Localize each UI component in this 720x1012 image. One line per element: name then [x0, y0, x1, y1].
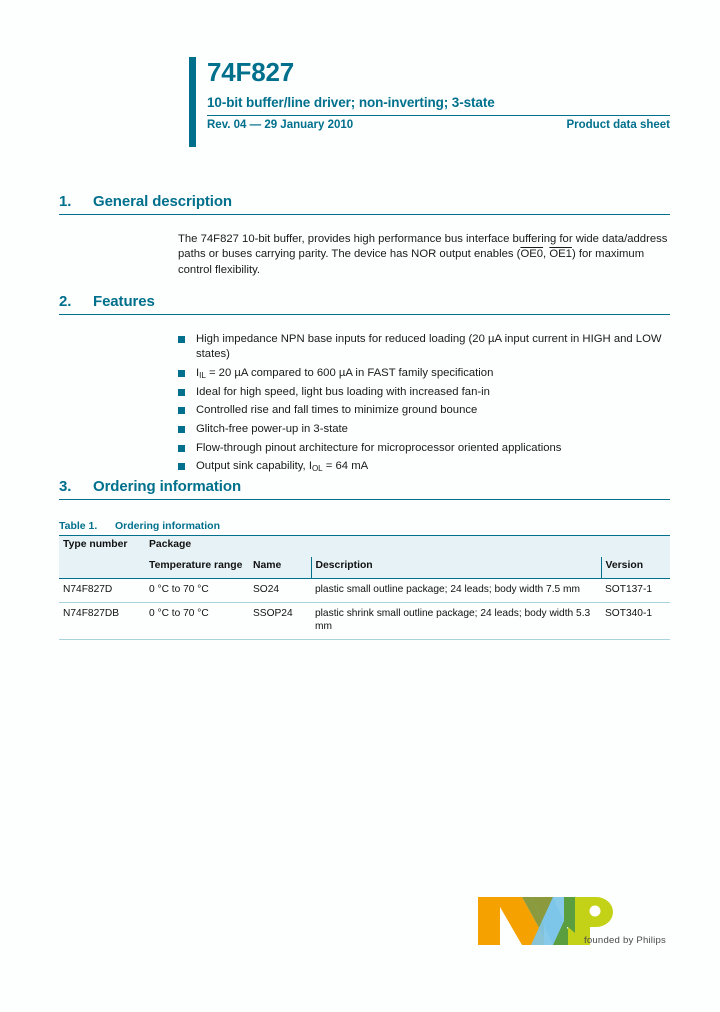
section-heading: [59, 193, 670, 210]
section-divider: [59, 499, 670, 500]
document-type-label: Product data sheet: [566, 119, 670, 131]
table-body: [59, 579, 670, 640]
document-header: [189, 57, 670, 131]
square-bullet-icon: [178, 407, 185, 414]
square-bullet-icon: [178, 426, 185, 433]
square-bullet-icon: [178, 389, 185, 396]
header-meta: [207, 119, 670, 131]
feature-text: Glitch-free power-up in 3-state: [196, 423, 348, 436]
list-item: [178, 422, 670, 437]
feature-text: Flow-through pinout architecture for microprocessor oriented applications: [196, 441, 562, 454]
paragraph-text-part-1: The 74F827 10-bit buffer, provides high performance bus interface buffering for wide data/address paths or buses carrying parity. The device has NOR output enables (: [178, 233, 668, 261]
square-bullet-icon: [178, 336, 185, 343]
feature-text: High impedance NPN base inputs for reduced loading (20 µA input current in HIGH and LOW states): [196, 333, 662, 361]
header-divider: [207, 115, 670, 116]
column-header-temperature-range: Temperature range: [145, 557, 249, 579]
feature-subscript: OL: [311, 464, 323, 474]
nxp-logo: [478, 893, 673, 961]
list-item: [178, 441, 670, 456]
square-bullet-icon: [178, 370, 185, 377]
feature-text-post: = 20 µA compared to 600 µA in FAST family specification: [205, 366, 494, 379]
column-header-spacer: [59, 557, 145, 579]
section-heading: [59, 293, 670, 310]
feature-text-pre: I: [196, 366, 200, 379]
list-item: [178, 403, 670, 418]
column-header-type-number: Type number: [59, 536, 145, 558]
ordering-information-table: [59, 535, 670, 640]
table-head: [59, 536, 670, 579]
table-header-row-1: [59, 536, 670, 558]
page-title: 74F827: [207, 57, 294, 87]
cell-name: SO24: [249, 579, 311, 603]
cell-type-number: N74F827DB: [59, 602, 145, 639]
feature-subscript: IL: [199, 370, 206, 380]
section-number: 3.: [59, 478, 72, 495]
cell-description: plastic small outline package; 24 leads; body width 7.5 mm: [311, 579, 601, 603]
signal-oe1: OE1: [549, 248, 572, 261]
table-row: [59, 602, 670, 639]
list-item: [178, 385, 670, 400]
list-item: [178, 332, 670, 362]
square-bullet-icon: [178, 445, 185, 452]
section-features: [59, 293, 670, 478]
cell-temperature-range: 0 °C to 70 °C: [145, 579, 249, 603]
table-caption: [59, 520, 670, 532]
column-header-version: Version: [601, 557, 670, 579]
cell-version: SOT340-1: [601, 602, 670, 639]
cell-type-number: N74F827D: [59, 579, 145, 603]
feature-text-post: = 64 mA: [322, 460, 369, 473]
table-header-row-2: [59, 557, 670, 579]
section-title: Features: [93, 293, 155, 310]
column-header-package: Package: [145, 536, 670, 558]
logo-tagline: founded by Philips: [584, 935, 667, 946]
cell-version: SOT137-1: [601, 579, 670, 603]
cell-description: plastic shrink small outline package; 24 leads; body width 5.3 mm: [311, 602, 601, 639]
section-heading: [59, 478, 670, 495]
document-subtitle: 10-bit buffer/line driver; non-inverting; 3-state: [207, 95, 495, 110]
section-divider: [59, 214, 670, 215]
section-number: 2.: [59, 293, 72, 310]
general-description-paragraph: [178, 232, 670, 278]
column-header-name: Name: [249, 557, 311, 579]
paragraph-text-part-3: ) for maximum control flexibility.: [178, 248, 645, 276]
section-title: General description: [93, 193, 232, 210]
feature-text-pre: Output sink capability, I: [196, 460, 312, 473]
feature-text: Ideal for high speed, light bus loading with increased fan-in: [196, 385, 490, 398]
section-divider: [59, 314, 670, 315]
table-caption-title: Ordering information: [115, 520, 220, 532]
section-ordering-information: [59, 478, 670, 640]
section-general-description: [59, 193, 670, 278]
revision-text: Rev. 04 — 29 January 2010: [207, 119, 354, 131]
feature-text: Controlled rise and fall times to minimize ground bounce: [196, 404, 478, 417]
table-caption-number: Table 1.: [59, 520, 98, 532]
square-bullet-icon: [178, 463, 185, 470]
list-item: [178, 366, 670, 381]
signal-oe0: OE0: [520, 248, 544, 261]
paragraph-text-part-2: ,: [543, 248, 550, 261]
header-accent-bar: [189, 57, 196, 147]
table-row: [59, 579, 670, 603]
list-item: [178, 459, 670, 474]
section-title: Ordering information: [93, 478, 242, 495]
features-list: [178, 332, 670, 475]
cell-name: SSOP24: [249, 602, 311, 639]
column-header-description: Description: [311, 557, 601, 579]
cell-temperature-range: 0 °C to 70 °C: [145, 602, 249, 639]
section-number: 1.: [59, 193, 72, 210]
